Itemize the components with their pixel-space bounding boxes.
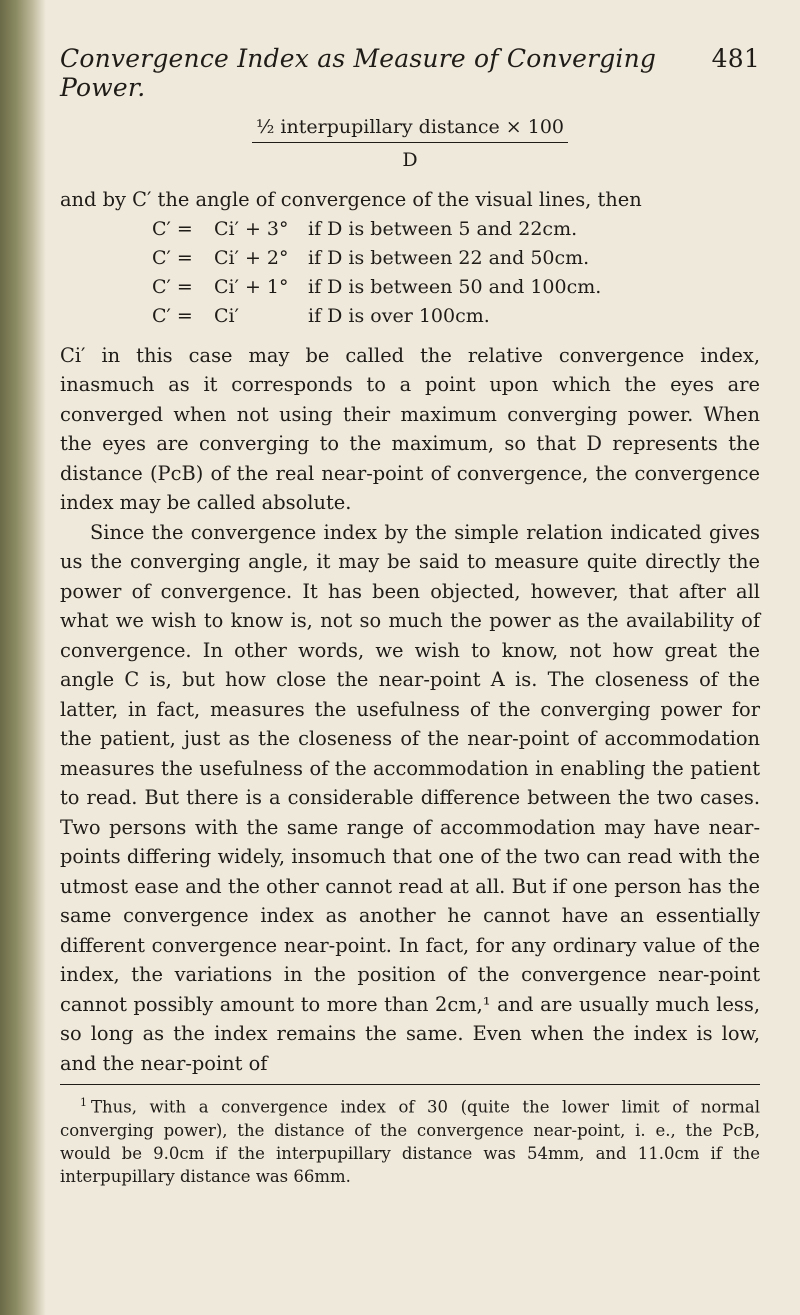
- equation-condition: if D is between 22 and 50cm.: [308, 246, 590, 269]
- equation-row: [152, 244, 760, 273]
- equation-lhs: C′ =: [152, 217, 193, 240]
- footnote-text: Thus, with a convergence index of 30 (quite the lower limit of normal converging power), the distance of the convergence near-point, i. e., the PcB, would be 9.0cm if the interpupillary distance was 54mm, and 11.0cm if the interpupillary distance was 66mm.: [60, 1097, 760, 1186]
- body-paragraph: Since the convergence index by the simple relation indicated gives us the converging angle, it may be said to measure quite directly the power of convergence. It has been objected, however, that after all what we wish to know is, not so much the power as the availability of convergence. In other words, we wish to know, not how great the angle C is, but how close the near-point A is. The closeness of the latter, in fact, measures the usefulness of the converging power for the patient, just as the closeness of the near-point of accommodation measures the usefulness of the accommodation in enabling the patient to read. But there is a considerable difference between the two cases. Two persons with the same range of accommodation may have near-points differing widely, insomuch that one of the two can read with the utmost ease and the other cannot read at all. But if one person has the same convergence index as another he cannot have an essentially different convergence near-point. In fact, for any ordinary value of the index, the variations in the position of the convergence near-point cannot possibly amount to more than 2cm,¹ and are usually much less, so long as the index remains the same. Even when the index is low, and the near-point of: [60, 520, 760, 1075]
- footnote-marker: 1: [80, 1096, 87, 1109]
- equation-rhs: Ci′: [214, 304, 239, 327]
- footnote-rule: [60, 1084, 760, 1085]
- equation-condition: if D is over 100cm.: [308, 304, 490, 327]
- equation-lhs: C′ =: [152, 246, 193, 269]
- book-page: [60, 44, 760, 1188]
- formula: [60, 116, 760, 171]
- equation-lhs: C′ =: [152, 304, 193, 327]
- footnote: [60, 1091, 760, 1188]
- equation-row: [152, 302, 760, 331]
- formula-numerator: ½ interpupillary distance × 100: [252, 116, 568, 143]
- equation-rhs: Ci′ + 2°: [214, 246, 289, 269]
- equation-lhs: C′ =: [152, 275, 193, 298]
- equation-rhs: Ci′ + 3°: [214, 217, 289, 240]
- equation-row: [152, 273, 760, 302]
- equation-list: [152, 215, 760, 331]
- equation-row: [152, 215, 760, 244]
- equation-rhs: Ci′ + 1°: [214, 275, 289, 298]
- body-paragraph: Ci′ in this case may be called the relative convergence index, inasmuch as it corresponds to a point upon which the eyes are converged when not using their maximum converging power. When the eyes are converging to the maximum, so that D represents the distance (PcB) of the real near-point of convergence, the convergence index may be called absolute.: [60, 343, 760, 514]
- formula-denominator: D: [402, 149, 418, 171]
- running-title: Convergence Index as Measure of Converging Power.: [60, 44, 657, 102]
- equation-condition: if D is between 50 and 100cm.: [308, 275, 602, 298]
- running-head: [60, 44, 760, 102]
- equation-condition: if D is between 5 and 22cm.: [308, 217, 578, 240]
- book-spine-shadow: [0, 0, 46, 1315]
- intro-line: and by C′ the angle of convergence of the visual lines, then: [60, 188, 642, 211]
- page-number: 481: [711, 44, 760, 73]
